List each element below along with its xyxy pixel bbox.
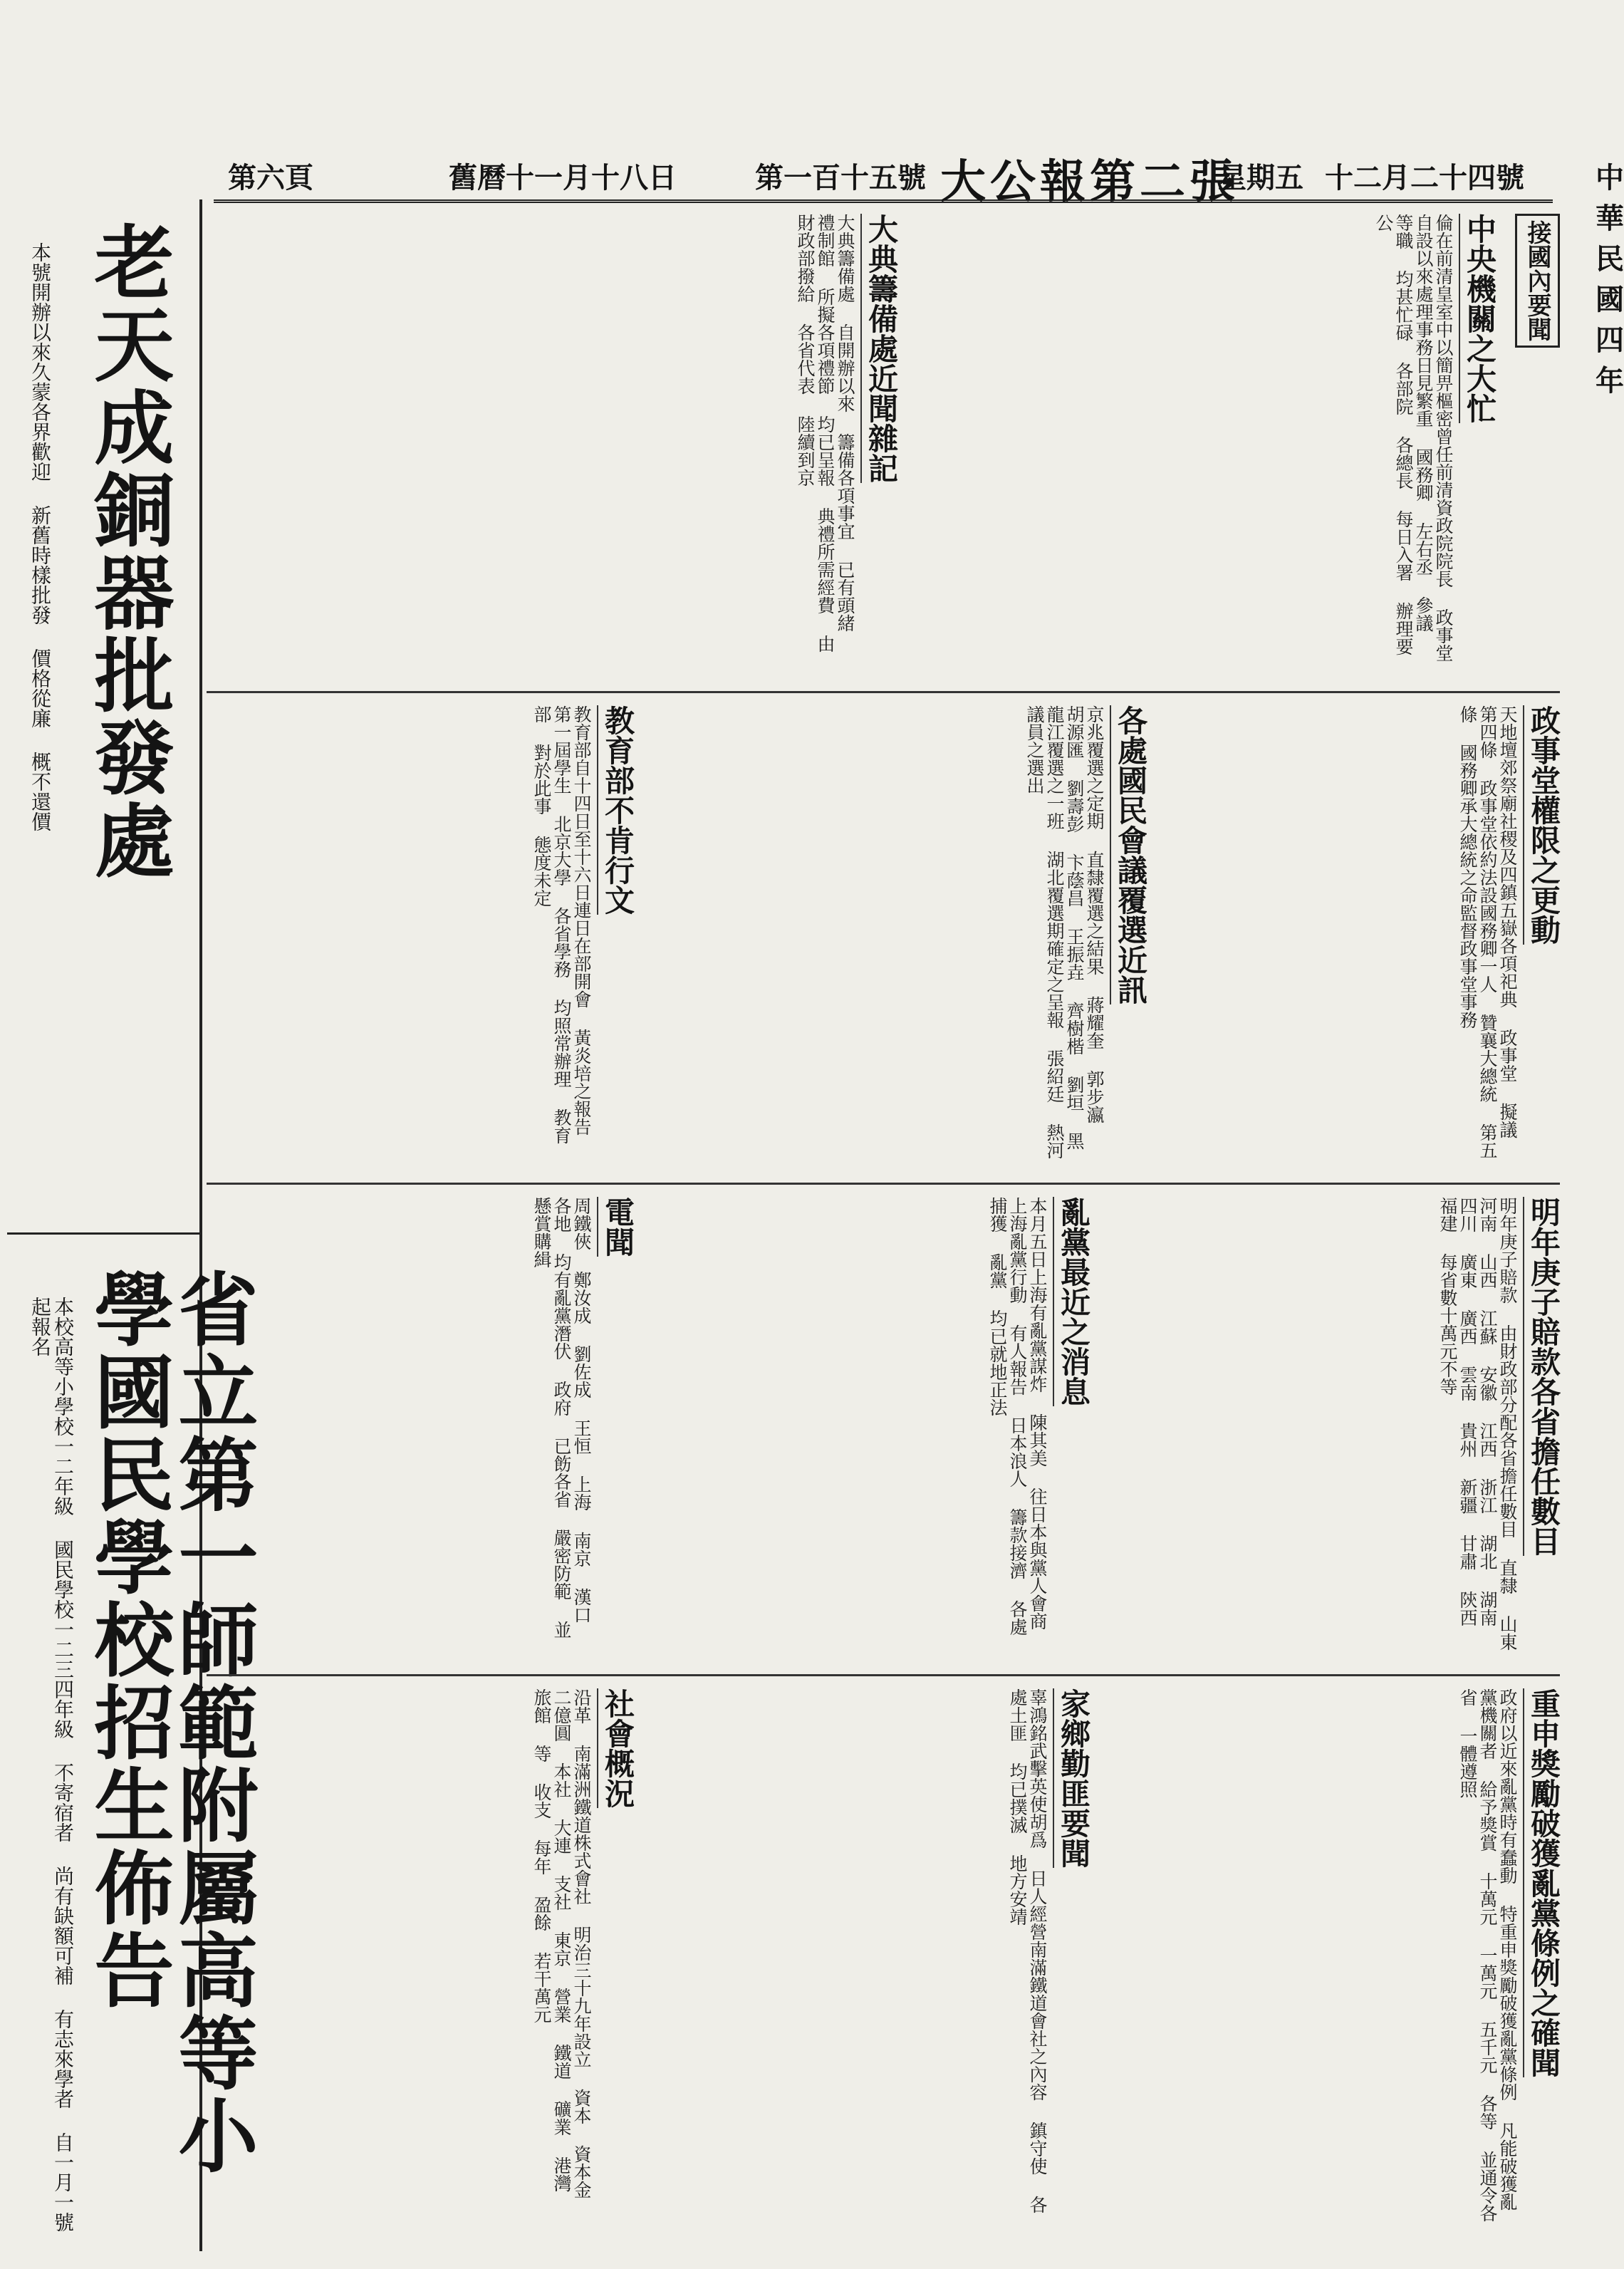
article [214, 1190, 634, 1674]
ad-copper-desc: 本號開辦以來久蒙各界歡迎 新舊時樣批發 價格從廉 概不還價 [28, 242, 52, 831]
section-label [1503, 207, 1560, 691]
date: 十二月二十四號 [1325, 161, 1524, 194]
article-body: 辜鴻銘武擊英使胡爲 日人經營南滿鐵道會社之內容 鎮守使 各處土匪 均已撲滅 地方安靖 [1007, 1688, 1048, 2213]
article-body: 明年庚子賠款 由財政部分配各省擔任數目 直隸 山東 河南 山西 江蘇 安徽 江西 浙江 湖北 湖南 四川 廣東 廣西 雲南 貴州 新疆 甘肅 陝西 福建 每省數十萬元不等 [1437, 1197, 1518, 1651]
article-headline: 電聞 [597, 1197, 634, 1257]
weekday: 星期五 [1218, 161, 1303, 194]
domestic-news-label: 接國內要聞 [1515, 214, 1560, 348]
article-headline: 教育部不肯行文 [597, 705, 634, 915]
article-headline: 亂黨最近之消息 [1053, 1197, 1090, 1406]
article-body: 天地壇郊祭廟社稷及四鎮五嶽各項祀典 政事堂 擬議 第四條 政事堂依約法設國務卿一人 贊襄大總統 第五條 國務卿承大總統之命監督政事堂事務 [1457, 705, 1518, 1159]
lunar-date: 舊曆十一月十八日 [449, 161, 677, 194]
article-body: 本月五日上海有亂黨謀炸 陳其美 往日本與黨人會商 上海亂黨行動 有人報告 日本浪人 籌款接濟 各處捕獲 亂黨 均已就地正法 [987, 1197, 1048, 1636]
republic-year: 中華民國四年 [1596, 161, 1624, 398]
article [912, 207, 1496, 691]
article-body: 教育部自十四日至十六日連日在部開會 黃炎培之報告 第一屆學生 北京大學 各省學務 均照常辦理 教育部 對於此事 態度未定 [531, 705, 592, 1144]
article-headline: 各處國民會議覆選近訊 [1110, 705, 1147, 1004]
tier-2 [207, 698, 1560, 1185]
article-body: 倫在前清皇室中以簡畀樞密曾任前清資政院院長 政事堂 自設以來處理事務日見繁重 國務卿 左右丞 參議 等職 均甚忙碌 各部院 各總長 每日入署 辦理要公 [1373, 214, 1454, 662]
article-body: 周鐵俠 鄭汝成 劉佐成 王恒 上海 南京 漢口 各地 均有亂黨潛伏 政府 已飭各省 嚴密防範 並懸賞購緝 [531, 1197, 592, 1639]
ad-school-desc: 本校高等小學校一二年級 國民學校一二三四年級 不寄宿者 尚有缺額可補 有志來學者 自一月一號起報名 [28, 1297, 75, 2232]
article [1161, 698, 1560, 1183]
main-content [207, 207, 1560, 2251]
ad-copper-title: 老天成銅器批發處 [81, 221, 175, 882]
tier-3 [207, 1190, 1560, 1676]
article-body: 京兆覆選之定期 直隸覆選之結果 蔣耀奎 郭步瀛 胡源匯 劉壽彭 卞蔭昌 王振垚 齊樹楷 劉垣 黑龍江覆選之一班 湖北覆選期確定之呈報 張紹廷 熱河議員之選出 [1024, 705, 1105, 1159]
newspaper-title: 大公報第二張 [940, 155, 1239, 209]
issue-number: 第一百十五號 [755, 161, 926, 194]
article [1104, 1681, 1560, 2244]
article [214, 207, 897, 691]
article-body: 政府以近來亂黨時有蠢動 特重申獎勵破獲亂黨條例 凡能破獲亂黨機關者 給予獎賞 十萬元 一萬元 五千元 各等 並通令各省 一體遵照 [1457, 1688, 1518, 2222]
article-headline: 家鄉勤匪要聞 [1053, 1688, 1090, 1868]
article [648, 1681, 1090, 2244]
article [1104, 1190, 1560, 1674]
article [214, 1681, 634, 2244]
article-headline: 中央機關之大忙 [1459, 214, 1496, 423]
article-headline: 大典籌備處近聞雜記 [860, 214, 897, 483]
article-body: 沿革 南滿洲鐵道株式會社 明治三十九年設立 資本 資本金 二億圓 本社 大連 支社 東京 營業 鐵道 礦業 港灣 旅館 等 收支 每年 盈餘 若干萬元 [531, 1688, 592, 2198]
article [648, 698, 1147, 1183]
ad-divider [7, 1232, 199, 1235]
ad-school-title: 省立第一師範附屬高等小學國民學校招生佈告 [81, 1268, 259, 2177]
article [214, 698, 634, 1183]
article-headline: 社會概況 [597, 1688, 634, 1808]
article-headline: 明年庚子賠款各省擔任數目 [1523, 1197, 1560, 1556]
tier-1 [207, 207, 1560, 693]
article-headline: 政事堂權限之更動 [1523, 705, 1560, 945]
tier-4 [207, 1681, 1560, 2244]
advertisement-column [7, 199, 259, 2251]
article-headline: 重申獎勵破獲亂黨條例之確聞 [1523, 1688, 1560, 2077]
page-number: 第六頁 [228, 161, 313, 194]
article [648, 1190, 1090, 1674]
article-body: 大典籌備處 自開辦以來 籌備各項事宜 已有頭緒 禮制館 所擬各項禮節 均已呈報 典禮所需經費 由財政部撥給 各省代表 陸續到京 [795, 214, 855, 653]
